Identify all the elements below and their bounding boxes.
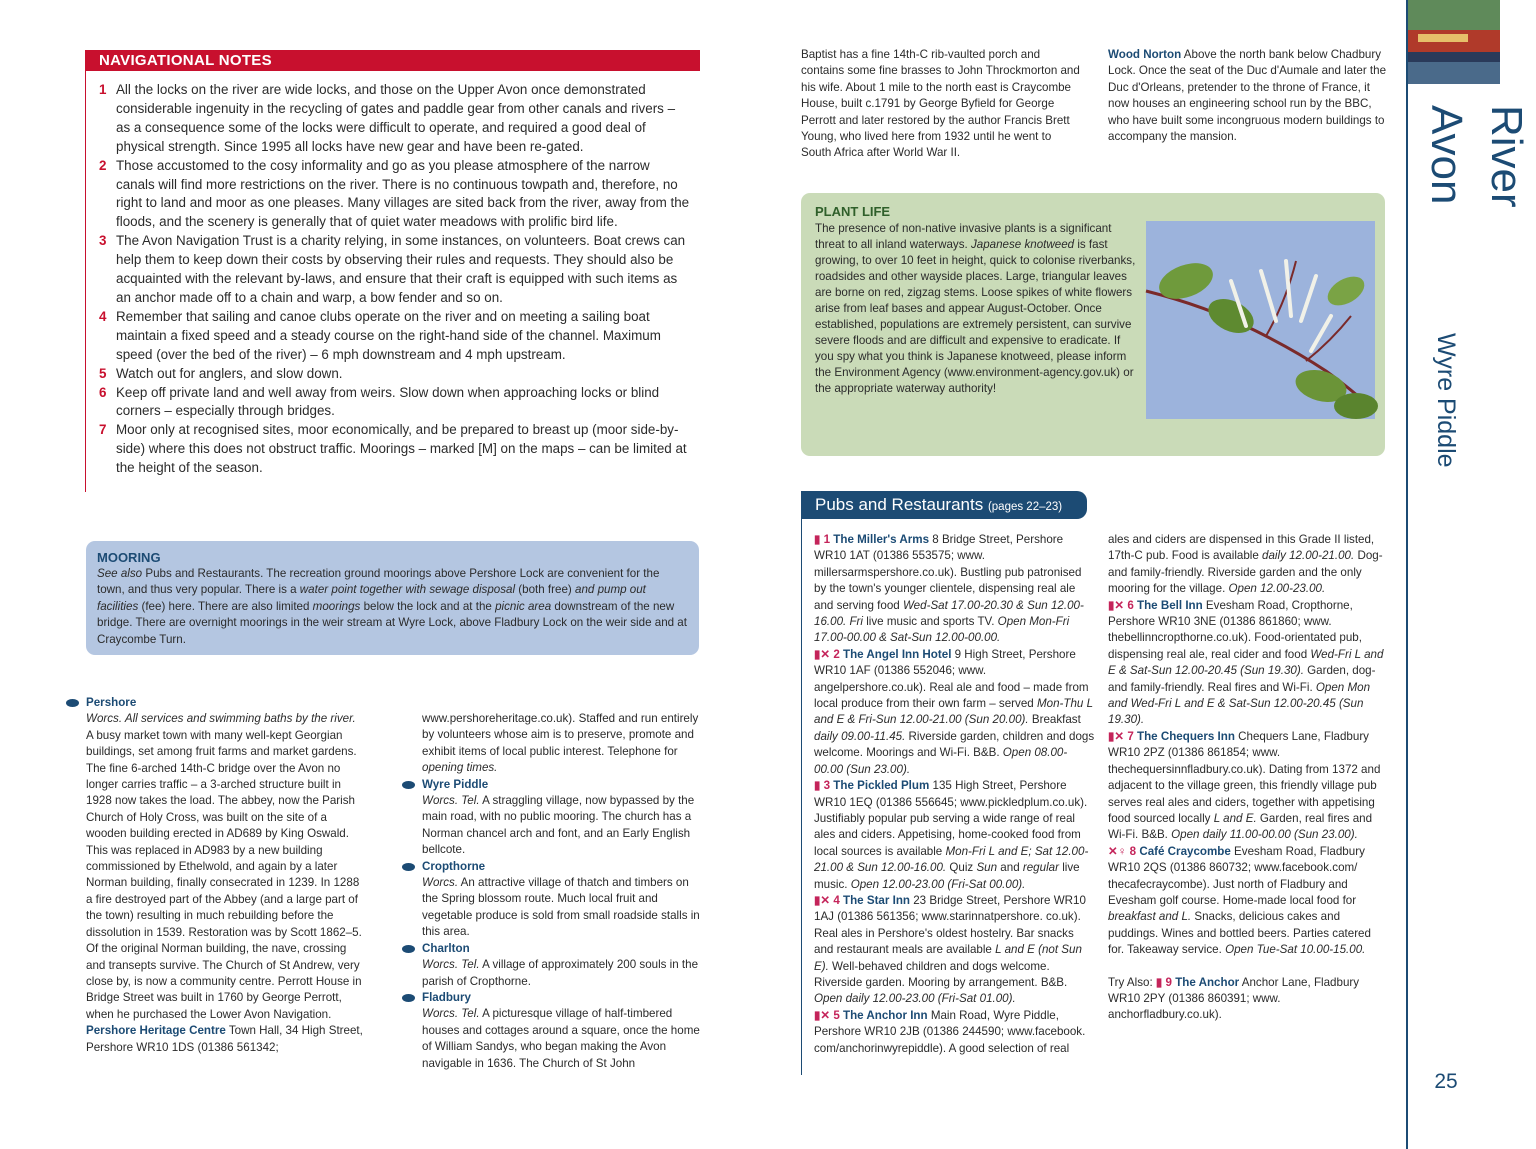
plant-life-title: PLANT LIFE	[815, 204, 891, 219]
pub-icon: ▮ 3	[814, 779, 831, 793]
note-item: 2 Those accustomed to the cosy informality and go as you please atmosphere of the narrow canals will find more restrictions on the river. There is no continuous towpath and, therefore, no right to land and moor as one pleases. Many villages are sited back from the river, away from the floods, and the scenery is generally that of quiet water meadows with prolific bird life.	[99, 157, 690, 230]
navigational-notes-list	[86, 81, 700, 478]
pub-icon: ▮ 9	[1155, 975, 1172, 989]
pub-restaurant-icon: ▮✕ 2	[814, 647, 840, 661]
places-column-2: www.pershoreheritage.co.uk). Staffed and run entirely by volunteers whose aim is to preserve, promote and exhibit items of local public interest. Telephone for opening times. Wyre Piddle Worcs. Tel. A straggling village, now bypassed by the main road, with no public mooring. The church has a Norman chancel arch and font, and an Early English bellcote. Cropthorne Worcs. An attractive village of thatch and timbers on the Spring blossom route. Much local fruit and vegetable produce is sold from small roadside stalls in this area. Charlton Worcs. Tel. A village of approximately 200 souls in the parish of Cropthorne. Fladbury Worcs. Tel. A picturesque village of half-timbered houses and cottages around a square, once the home of William Sandys, who began making the Avon navigable in 1636. The Church of St John	[422, 711, 702, 1072]
note-item: 5 Watch out for anglers, and slow down.	[99, 365, 343, 381]
places-column-1: Pershore Worcs. All services and swimming baths by the river. A busy market town with many well-kept Georgian buildings, set among fruit farms and market gardens. The fine 6-arched 14th-C bridge over the Avon no longer carries traffic – a 3-arched structure built in 1928 now takes the load. The abbey, now the Parish Church of Holy Cross, was built on the site of a wooden building erected in AD689 by King Oswald. This was replaced in AD983 by a new building commissioned by Ethelwold, and again by a later Norman building, finally consecrated in 1239. In 1288 a fire destroyed part of the Abbey (and a large part of the town) resulting in much rebuilding before the dissolution in 1539. Restoration was by Scott 1862–5. Of the original Norman building, the nave, crossing and transepts survive. The Church of St Andrew, very close by, is now a community centre. Perrott House in Bridge Street was built in 1760 by George Perrott, when he purchased the Lower Avon Navigation. Pershore Heritage Centre Town Hall, 34 High Street, Pershore WR10 1DS (01386 561342;	[86, 695, 368, 1056]
mooring-text: See also Pubs and Restaurants. The recreation ground moorings above Pershore Lock are convenient for the town, and thus very popular. There is a water point together with sewage disposal (both free) and pump out facilities (fee) here. There are also limited moorings below the lock and at the picnic area downstream of the new bridge. There are overnight moorings in the weir stream at Wyre Lock, above Fladbury Lock on the weir side and at Craycombe Turn.	[97, 567, 687, 646]
place-cropthorne: Cropthorne	[422, 859, 702, 875]
pub-entry: ▮✕ 6 The Bell Inn Evesham Road, Cropthorne, Pershore WR10 3NE (01386 861860; www. thebellinncropthorne.co.uk). Food-orientated pub, dispensing real ale, real cider and food Wed-Fri L and E & Sat-Sun 12.00-20.45 (Sun 19.30). Garden, dog- and family-friendly. Real fires and Wi-Fi. Open Mon and Wed-Fri L and E & Sat-Sun 12.00-20.45 (Sun 19.30).	[1108, 598, 1384, 727]
place-wyre-piddle: Wyre Piddle	[422, 777, 702, 793]
pub-entry: ✕♀ 8 Café Craycombe Evesham Road, Fladbury WR10 2QS (01386 860732; www.facebook.com/ thecafecraycombe). Just north of Fladbury and Evesham golf course. Home-made local food for breakfast and L. Snacks, delicious cakes and puddings. Wines and bottled beers. Parties catered for. Takeaway service. Open Tue-Sat 10.00-15.00.	[1108, 844, 1371, 957]
pub-restaurant-icon: ▮✕ 6	[1108, 598, 1134, 612]
pub-entry: ▮✕ 2 The Angel Inn Hotel 9 High Street, Pershore WR10 1AF (01386 552046; www. angelpershore.co.uk). Real ale and food – made from local produce from their own farm – served Mon-Thu L and E & Fri-Sun 12.00-21.00 (Sun 20.00). Breakfast daily 09.00-11.45. Riverside garden, children and dogs welcome. Moorings and Wi-Fi. B&B. Open 08.00-00.00 (Sun 23.00).	[814, 647, 1095, 776]
pubs-divider	[801, 519, 802, 1075]
page-number: 25	[1434, 1070, 1458, 1093]
pub-entry: ▮ 3 The Pickled Plum 135 High Street, Pershore WR10 1EQ (01386 556645; www.pickledplum.co.uk). Justifiably popular pub serving a wide range of real ales and ciders. Appetising, home-cooked food from local sources is available Mon-Fri L and E; Sat 12.00-21.00 & Sun 12.00-16.00. Quiz Sun and regular live music. Open 12.00-23.00 (Fri-Sat 00.00).	[814, 779, 1089, 891]
sidebar-rule	[1406, 0, 1408, 1149]
pub-restaurant-icon: ▮✕ 7	[1108, 729, 1134, 743]
navigational-notes	[85, 50, 700, 492]
plant-life-text: The presence of non-native invasive plants is a significant threat to all inland waterways. Japanese knotweed is fast growing, to over 10 feet in height, quick to colonise riverbanks, roadsides and other wayside places. Large, triangular leaves are borne on red, zigzag stems. Loose spikes of white flowers arise from leaf bases and appear August-October. Once established, populations are extremely persistent, can survive severe floods and are difficult and expensive to eradicate. If you spy what you think is Japanese knotweed, please inform the Environment Agency (www.environment-agency.gov.uk) or the appropriate waterway authority!	[815, 222, 1136, 395]
mooring-title: MOORING	[97, 550, 161, 565]
pub-restaurant-icon: ▮✕ 5	[814, 1008, 840, 1022]
bullet-icon	[402, 945, 415, 953]
pub-entry: ▮✕ 7 The Chequers Inn Chequers Lane, Fladbury WR10 2PZ (01386 861854; www. thechequersinnfladbury.co.uk). Dating from 1372 and adjacent to the village green, this friendly village pub serves real ales and ciders, together with appetising food sourced locally L and E. Garden, real fires and Wi-Fi. B&B. Open daily 11.00-00.00 (Sun 23.00).	[1108, 729, 1381, 842]
note-item: 7 Moor only at recognised sites, moor economically, and be prepared to breast up (moor side-by-side) where this does not obstruct traffic. Moorings – marked [M] on the maps – can be limited at the height of the season.	[99, 422, 687, 476]
river-title: River Avon	[1422, 105, 1531, 208]
pubs-column-1	[814, 532, 1096, 1057]
pub-entry: ▮✕ 5 The Anchor Inn Main Road, Wyre Piddle, Pershore WR10 2JB (01386 244590; www.facebook. com/anchorinwyrepiddle). A good selection of real	[814, 1008, 1086, 1055]
wood-norton-text: Wood Norton Above the north bank below Chadbury Lock. Once the seat of the Duc d'Aumale and later the Duc d'Orleans, pretender to the throne of France, it now houses an engineering school run by the BBC, who have built some incongruous modern buildings to accompany the mansion.	[1108, 48, 1387, 144]
place-fladbury: Fladbury	[422, 990, 702, 1006]
pub-entry: ▮ 1 The Miller's Arms 8 Bridge Street, Pershore WR10 1AT (01386 553575; www. millersarmspershore.co.uk). Bustling pub patronised by the town's younger clientele, dispensing real ale and serving food Wed-Sat 17.00-20.30 & Sun 12.00-16.00. Fri live music and sports TV. Open Mon-Fri 17.00-00.00 & Sat-Sun 12.00-00.00.	[814, 533, 1084, 645]
note-item: 3 The Avon Navigation Trust is a charity relying, in some instances, on volunteers. Boat crews can help them to keep down their costs by observing their rules and requests. They should also be acquainted with the relevant by-laws, and ensure that their craft is equipped with such items as an anchor made off to a chain and warp, a bow fender and so on.	[99, 233, 686, 305]
pub-restaurant-icon: ▮✕ 4	[814, 893, 840, 907]
mooring-box	[86, 541, 699, 655]
bullet-icon	[66, 699, 79, 707]
restaurant-bar-icon: ✕♀ 8	[1108, 844, 1137, 858]
bullet-icon	[402, 994, 415, 1002]
place-charlton: Charlton	[422, 941, 702, 957]
pubs-column-2	[1108, 532, 1390, 1024]
pub-entry: ▮✕ 4 The Star Inn 23 Bridge Street, Pershore WR10 1AJ (01386 561356; www.starinnatpershore. co.uk). Real ales in Pershore's oldest hostelry. Bar snacks and restaurant meals are available L and E (not Sun E). Well-behaved children and dogs welcome. Riverside garden. Mooring by arrangement. B&B. Open daily 12.00-23.00 (Fri-Sat 01.00).	[814, 893, 1086, 1006]
note-item: 4 Remember that sailing and canoe clubs operate on the river and on meeting a sailing boat maintain a fixed speed and a steady course on the right-hand side of the channel. Maximum speed (over the bed of the river) – 6 mph downstream and 4 mph upstream.	[99, 308, 661, 362]
pub-entry-cont: ales and ciders are dispensed in this Grade II listed, 17th-C pub. Food is available daily 12.00-21.00. Dog- and family-friendly. Riverside garden and the only mooring for the village. Open 12.00-23.00.	[1108, 533, 1383, 596]
bullet-icon	[402, 781, 415, 789]
pubs-restaurants-header: Pubs and Restaurants (pages 22–23)	[801, 491, 1087, 519]
place-pershore: Pershore	[86, 695, 368, 711]
bullet-icon	[402, 863, 415, 871]
narrowboat-photo	[1408, 0, 1500, 84]
pub-icon: ▮ 1	[814, 533, 831, 546]
note-item: 1 All the locks on the river are wide locks, and those on the Upper Avon once demonstrated considerable ingenuity in the recycling of gates and paddle gear from other canals and rivers – as a consequence some of the locks were difficult to operate, and required a good deal of physical strength. Since 1995 all locks have new gear and have been re-gated.	[99, 82, 676, 154]
sidebar-title	[1416, 105, 1531, 485]
knotweed-photo	[1146, 221, 1375, 419]
navigational-notes-title: NAVIGATIONAL NOTES	[86, 50, 700, 71]
note-item: 6 Keep off private land and well away from weirs. Slow down when approaching locks or blind corners – especially through bridges.	[99, 384, 660, 419]
pub-entry: Try Also: ▮ 9 The Anchor Anchor Lane, Fladbury WR10 2PY (01386 860391; www. anchorfladbury.co.uk).	[1108, 975, 1360, 1022]
section-subtitle: Wyre Piddle	[1432, 333, 1460, 468]
plant-life-box	[801, 193, 1385, 456]
church-text: Baptist has a fine 14th-C rib-vaulted porch and contains some fine brasses to John Throckmorton and his wife. About 1 mile to the north east is Craycombe House, built c.1791 by George Byfield for George Perrott and later restored by the author Francis Brett Young, who lived here from 1932 until he went to South Africa after World War II.	[801, 48, 1080, 160]
